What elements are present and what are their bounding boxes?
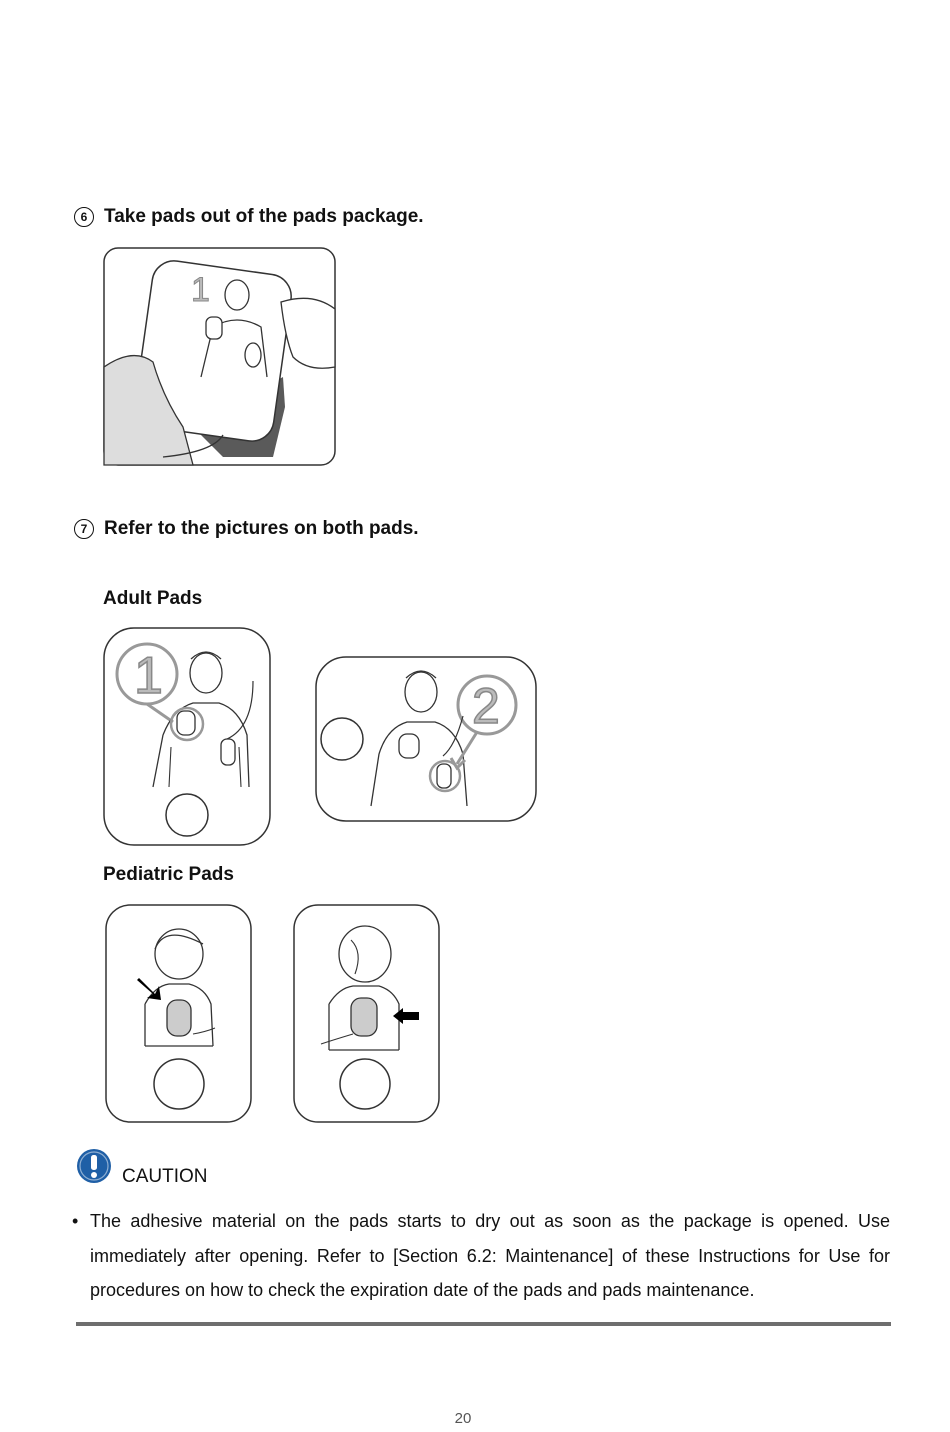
adult-pad-2-number: 2 [472,678,500,734]
caution-bullet: • [72,1211,79,1231]
step-7-heading [74,518,419,540]
adult-pad-1-illustration [103,627,271,846]
adult-pads-heading: Adult Pads [103,588,203,609]
pediatric-pad-front-illustration [105,904,252,1123]
step-6-text: Take pads out of the pads package. [104,206,424,227]
adult-pad-1-number: 1 [134,647,163,705]
bottom-divider [76,1322,891,1326]
caution-text: The adhesive material on the pads starts to dry out as soon as the package is opened. Use immediately after opening. Refer to [Section 6.2: Maintenance] of these Instructions for Use for procedures on how to check the expiration date of the pads and pads maintenance. [90,1211,890,1300]
caution-title: CAUTION [122,1166,208,1187]
caution-text-block [72,1204,890,1308]
step-7-number: 7 [74,519,94,539]
svg-text:1: 1 [191,271,210,309]
step-6-number: 6 [74,207,94,227]
pediatric-pad-back-illustration [293,904,440,1123]
pediatric-pads-heading: Pediatric Pads [103,864,234,885]
step-7-text: Refer to the pictures on both pads. [104,518,419,539]
take-pads-out-illustration [103,247,336,466]
step-6-heading [74,206,424,228]
page-number: 20 [454,1410,472,1427]
adult-pad-2-illustration [315,656,537,822]
exclamation-circle-icon [76,1148,112,1184]
